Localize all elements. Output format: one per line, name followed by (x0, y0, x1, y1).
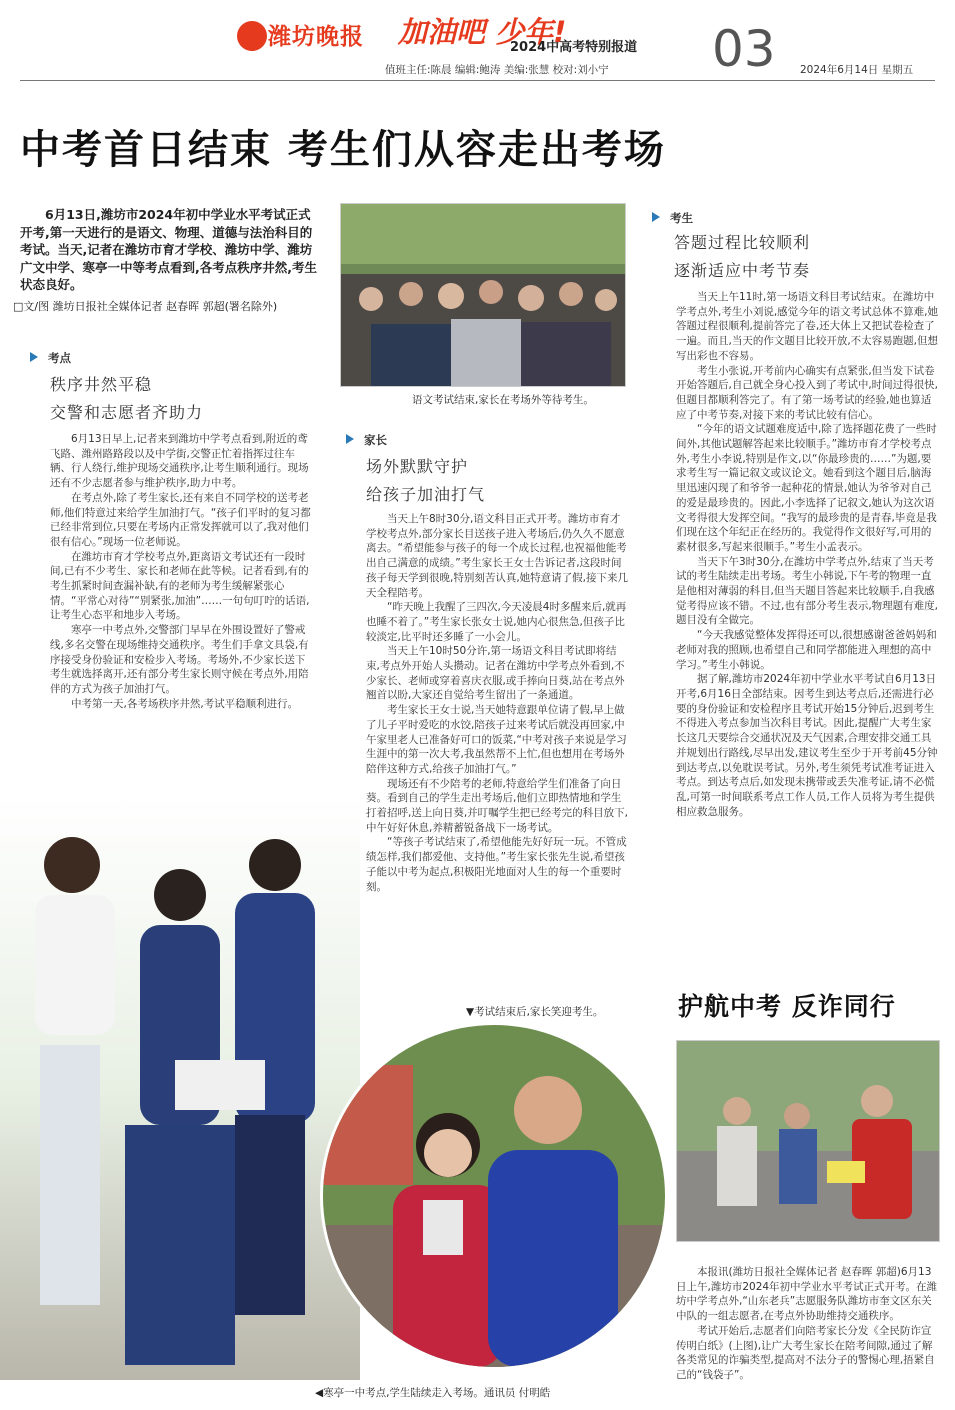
col3-paragraph: “今天我感觉整体发挥得还可以,很想感谢爸爸妈妈和老师对我的照顾,也希望自己和同学都能进入理想的高中学习。”考生小韩说。 (676, 629, 937, 671)
date-line: 2024年6月14日 星期五 (800, 64, 914, 76)
col1-paragraph: 6月13日早上,记者来到潍坊中学考点看到,附近的鸢飞路、潍州路路段以及中学街,交警正忙着指挥过往车辆、行人绕行,维护现场交通秩序,让考生顺利通行。现场还有不少志愿者参与维护秩序,助力中考。 (50, 433, 309, 490)
col1-paragraph: 寒亭一中考点外,交警部门早早在外围设置好了警戒线,多名交警在现场维持交通秩序。考生们手拿文具袋,有序接受身份验证和安检步入考场。考场外,不少家长送下考生就选择离开,还有部分考生家长则守候在考点外,用陪伴的方式为孩子加油打气。 (50, 624, 309, 695)
col1-paragraph: 在考点外,除了考生家长,还有来自不同学校的送考老师,他们特意过来给学生加油打气。“孩子们平时的复习都已经非常到位,只要在考场内正常发挥就可以了,我对他们很有信心。”现场一位老师说。 (50, 491, 311, 548)
main-headline: 中考首日结束 考生们从容走出考场 (20, 127, 666, 173)
lead-paragraph: 6月13日,潍坊市2024年初中学业水平考试正式开考,第一天进行的是语文、物理、道德与法治科目的考试。当天,记者在潍坊市育才学校、潍坊中学、潍坊广文中学、寒亭一中等考点看到,各考点秩序井然,考生状态良好。 (20, 207, 317, 292)
section-marker-icon (346, 434, 354, 444)
section-marker-icon (30, 352, 38, 362)
paper-name: 潍坊晚报 (268, 24, 364, 50)
col2-paragraph: 当天上午8时30分,语文科目正式开考。潍坊市育才学校考点外,部分家长目送孩子进入考场后,仍久久不愿意离去。“希望能参与孩子的每一个成长过程,也祝福他能考出自己满意的成绩。”考生家长王女士告诉记者,这段时间孩子每天学到很晚,特别刻苦认真,她特意请了假,接下来几天全程陪考。 (366, 513, 629, 599)
col2-paragraph: 当天上午10时50分许,第一场语文科目考试即将结束,考点外开始人头攒动。记者在潍坊中学考点外看到,不少家长、老师或穿着喜庆衣服,或手捧向日葵,站在考点外翘首以盼,大家还自觉给考生留出了一条通道。 (366, 645, 625, 702)
col3-paragraph: “今年的语文试题难度适中,除了选择题花费了一些时间外,其他试题解答起来比较顺手。”潍坊市育才学校考点外,考生小李说,特别是作文,以“你最珍贵的……”为题,要求考生写一篇记叙文或议论文。她看到这个题目后,脑海里迅速闪现了和爷爷一起种花的情景,她认为爷爷对自己的爱是最珍贵的。因此,小李选择了记叙文,她认为这次语文考得很大发挥空间。“我写的最珍贵的是青春,毕竟是我们现在这个年纪正在经历的。我觉得作文很好写,可用的素材很多,写起来很顺手。”考生小孟表示。 (676, 423, 937, 553)
col3-paragraph: 当天下午3时30分,在潍坊中学考点外,结束了当天考试的考生陆续走出考场。考生小韩说,下午考的物理一直是他相对薄弱的科目,但当天题目答起来比较顺手,自我感觉考得应该不错。不过,也有部分考生表示,物理题有难度,题目没有全做完。 (676, 555, 939, 627)
col3-paragraph: 考生小张说,开考前内心确实有点紧张,但当发下试卷开始答题后,自己就全身心投入到了考试中,时间过得很快,但题目都顺利答完了。有了第一场考试的经验,她也算适应了中考节奏,对接下来的考试比较有信心。 (676, 364, 939, 421)
top-photo-caption: 语文考试结束,家长在考场外等待考生。 (412, 394, 594, 406)
section-marker-icon (652, 212, 660, 222)
col1-paragraph: 中考第一天,各考场秩序井然,考试平稳顺利进行。 (71, 697, 299, 710)
section-label-exam-site: 考点 (48, 351, 71, 365)
col2-paragraph: “昨天晚上我醒了三四次,今天凌晨4时多醒来后,就再也睡不着了。”考生家长张女士说,她内心很焦急,但孩子比较淡定,比平时还多睡了一小会儿。 (366, 601, 627, 643)
section-label-parents: 家长 (364, 433, 387, 447)
col1-subhead-1: 秩序井然平稳 (50, 375, 153, 394)
byline: □文/图 潍坊日报社全媒体记者 赵春晖 郭超(署名除外) (13, 300, 278, 313)
bottom-left-caption: ◀寒亭一中考点,学生陆续走入考场。通讯员 付明皓 (315, 1387, 551, 1399)
col3-subhead-2: 逐渐适应中考节奏 (674, 261, 811, 280)
page-number: 03 (712, 20, 776, 78)
circle-photo-caption: ▼考试结束后,家长笑迎考生。 (466, 1006, 604, 1018)
box-paragraph: 考试开始后,志愿者们向陪考家长分发《全民防诈宣传明白纸》(上图),让广大考生家长在陪考间隙,通过了解各类常见的诈骗类型,提高对不法分子的警惕心理,捂紧自己的“钱袋子”。 (676, 1324, 935, 1381)
parent-greeting-photo (320, 1022, 668, 1370)
col2-paragraph: 现场还有不少陪考的老师,特意给学生们准备了向日葵。看到自己的学生走出考场后,他们立即热情地和学生打着招呼,送上向日葵,并叮嘱学生把已经考完的科目放下,中午好好休息,养精蓄锐备战下一场考试。 (366, 777, 629, 834)
anti-fraud-headline: 护航中考 反诈同行 (678, 992, 896, 1021)
special-edition-label: 2024中高考特别报道 (510, 40, 638, 55)
paper-logo-icon (237, 21, 267, 51)
col2-body (366, 512, 628, 894)
col1-subhead-2: 交警和志愿者齐助力 (50, 403, 204, 422)
volunteers-photo (676, 1040, 940, 1242)
section-label-students: 考生 (670, 211, 693, 225)
students-entering-photo (0, 795, 360, 1380)
col2-paragraph: 考生家长王女士说,当天她特意跟单位请了假,早上做了儿子平时爱吃的水饺,陪孩子过来考试后就没再回家,中午家里老人已准备好可口的饭菜,“中考对孩子来说是学习生涯中的第一次大考,我虽然帮不上忙,但也想用在考场外陪伴这种方式,给孩子加油打气。” (366, 704, 627, 775)
col1-body (50, 432, 312, 711)
slogan: 加油吧 少年! (398, 15, 567, 49)
col2-paragraph: “等孩子考试结束了,希望他能先好好玩一玩。不管成绩怎样,我们都爱他、支持他。”考生家长张先生说,希望孩子能以中考为起点,积极阳光地面对人生的每一个重要时刻。 (366, 836, 627, 893)
parents-waiting-photo (340, 203, 626, 387)
col2-subhead-2: 给孩子加油打气 (366, 485, 486, 504)
col3-paragraph: 据了解,潍坊市2024年初中学业水平考试自6月13日开考,6月16日全部结束。因考生到达考点后,还需进行必要的身份验证和安检程序且考试开始15分钟后,迟到考生不得进入考点参加当次科目考试。因此,提醒广大考生家长这几天要综合交通状况及天气因素,合理安排交通工具并规划出行路线,尽早出发,建议考生至少于开考前45分钟到达考点,以免耽误考试。另外,考生须凭考试准考证进入考点。到达考点后,如发现未携带或丢失准考证,请不必慌乱,可第一时间联系考点工作人员,工作人员将为考生提供相应救急服务。 (676, 673, 938, 818)
col1-paragraph: 在潍坊市育才学校考点外,距离语文考试还有一段时间,已有不少考生、家长和老师在此等候。记者看到,有的考生抓紧时间查漏补缺,有的老师为考生缓解紧张心情。“平常心对待”“别紧张,加油”……一句句叮咛的话语,让考生心态平和地步入考场。 (50, 550, 310, 622)
staff-line: 值班主任:陈晨 编辑:鲍涛 美编:张慧 校对:刘小宁 (385, 64, 609, 76)
col3-paragraph: 当天上午11时,第一场语文科目考试结束。在潍坊中学考点外,考生小刘说,感觉今年的语文考试总体不算难,她答题过程很顺利,提前答完了卷,还大体上又把试卷检查了一遍。而且,当天的作文题目比较开放,不太容易跑题,但想写出彩也不容易。 (676, 291, 939, 362)
box-paragraph: 本报讯(潍坊日报社全媒体记者 赵春晖 郭超)6月13日上午,潍坊市2024年初中学业水平考试正式开考。在潍坊中学考点外,“山东老兵”志愿服务队潍坊市奎文区东关中队的一组志愿者,在考点外协助维持交通秩序。 (676, 1266, 938, 1323)
anti-fraud-body (676, 1265, 938, 1383)
col3-body (676, 290, 938, 819)
masthead-divider (20, 80, 935, 81)
col3-subhead-1: 答题过程比较顺利 (674, 233, 811, 252)
col2-subhead-1: 场外默默守护 (366, 457, 469, 476)
